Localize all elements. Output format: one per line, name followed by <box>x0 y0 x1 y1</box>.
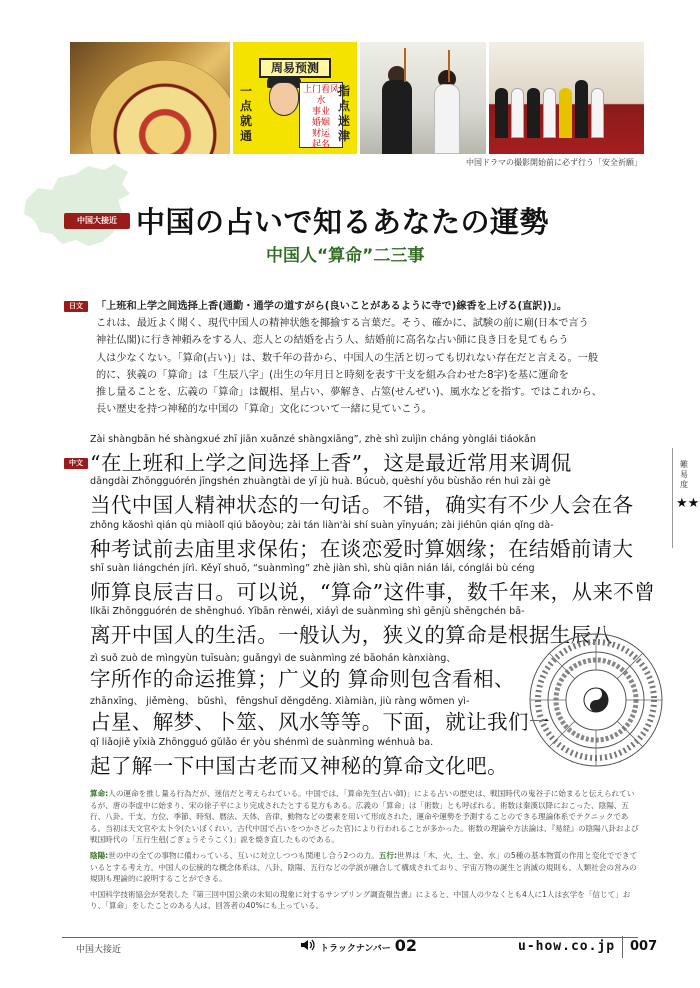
note-sanming: 算命:人の運命を推し量る行為だが、迷信だと考えられている。中国では、「算命先生(占い師)」による占いの歴史は、戦国時代の鬼谷子に始まると伝えられているが、唐の李虚中に始まり、宋の徐子平により完成されたとする見方もある。広義の「算命」は「術数」とも呼ばれる。術数は秦漢以降におこった、陰陽、五行、八卦、干支、方位、季節、時刻、暦法、天体、音律、動物などの要素を用いて形成された、運命や運勢を予測することのできる理論体系でテクニックである。当初は天文官や太卜令(たいぼくれい。古代中国で占いをつかさどった官)により行われることが多かった。術数の理論や方法論は、『易経』の陰陽八卦および戦国時代の「五行生剋(ごぎょうそうこく)」説を焼き直したものである。 <box>90 789 639 845</box>
chinese-line: “在上班和上学之间选择上香”，这是最近常用来调侃 <box>90 451 572 475</box>
pinyin-line: zhānxīng、 jiěmèng、 bǔshì、 fēngshuǐ děngděng. Xiàmiàn, jiù ràng wǒmen yì- <box>90 696 470 707</box>
page-number: 007 <box>630 939 658 954</box>
photo-fortune-banner <box>233 42 357 154</box>
chinese-line: 种考试前去庙里求保佑；在谈恋爱时算姻缘；在结婚前请大 <box>90 537 634 561</box>
footer-separator <box>622 936 623 958</box>
label-chinese: 中文 <box>64 458 88 469</box>
japanese-paragraph <box>96 298 642 418</box>
banner-service-box: 上门看风水 事业 婚姻 财运 起名 <box>299 82 343 148</box>
chinese-line: 字所作的命运推算；广义的 算命则包含看相、 <box>90 667 515 691</box>
chinese-line: 占星、解梦、卜筮、风水等等。下面，就让我们一 <box>90 710 550 734</box>
pinyin-line: Zài shàngbān hé shàngxué zhī jiān xuǎnzé shàngxiāng”, zhè shì zuìjìn cháng yònglái tiáokǎn <box>90 434 536 445</box>
pinyin-line: shī suàn liángchén jírì. Kěyǐ shuō, “suànmìng” zhè jiàn shì, shù qiān nián lái, cónglái bù céng <box>90 563 535 574</box>
footer-series-name: 中国大接近 <box>76 945 122 955</box>
jp-line: 人は少なくない。「算命(占い)」は、数千年の昔から、中国人の生活と切っても切れない存在だと言える。一般 <box>96 352 599 364</box>
chinese-line: 离开中国人的生活。一般认为，狭义的算命是根据生辰八 <box>90 623 613 647</box>
difficulty-stars: ★★ <box>676 496 700 511</box>
page-title: 中国の占いで知るあなたの運勢 <box>136 205 550 239</box>
china-map-icon <box>18 160 138 260</box>
jp-line: 「上班和上学之间选择上香(通勤・通学の道すがら(良いことがあるように寺で)線香を上げる(直訳))」。 <box>96 301 568 312</box>
chinese-line: 师算良辰吉日。可以说，“算命”这件事，数千年来，从来不曾 <box>90 580 656 604</box>
track-label: トラックナンバー <box>320 944 391 954</box>
photo-strip <box>70 42 644 154</box>
notes-section <box>90 788 640 916</box>
pinyin-line: zì suǒ zuò de mìngyùn tuīsuàn; guǎngyì de suànmìng zé bāohán kànxiàng、 <box>90 653 456 664</box>
banner-right-column: 指 点 迷 津 <box>337 84 350 143</box>
note-survey: 中国科学技術協会が発表した『第三回中国公衆の未知の現象に対するサンプリング調査報告書』によると、中国人の少なくとも4人に1人は玄学を「信じて」おり、「算命」をしたことのある人は、回答者の40%にも上っている。 <box>90 889 631 911</box>
section-tag: 中国大接近 <box>64 213 130 229</box>
difficulty-indicator <box>672 448 700 548</box>
pinyin-line: dāngdài Zhōngguórén jīngshén zhuàngtài de yī jù huà. Búcuò, quèshí yǒu bùshǎo rén huì zài gè <box>90 476 551 487</box>
track-number-value: 02 <box>394 936 418 955</box>
fortune-teller-portrait <box>269 82 299 116</box>
footer-url[interactable]: u-how.co.jp <box>518 939 616 954</box>
jp-line: 的に、狭義の「算命」は「生辰八字」(出生の年月日と時刻を表す干支を組み合わせた8字)を基に運命を <box>96 369 569 381</box>
photo-caption: 中国ドラマの撮影開始前に必ず行う「安全祈願」 <box>466 158 642 167</box>
pinyin-line: líkāi Zhōngguórén de shēnghuó. Yībān rènwéi, xiáyì de suànmìng shì gēnjù shēngchén bā- <box>90 606 525 617</box>
photo-fortune-disc <box>70 42 230 154</box>
pinyin-line: zhǒng kǎoshì qián qù miàolǐ qiú bǎoyòu; zài tán liàn'ài shí suàn yīnyuán; zài jiéhūn qián qǐng dà- <box>90 520 554 531</box>
page-subtitle: 中国人“算命”二三事 <box>266 246 425 266</box>
jp-line: 推し量ることを、広義の「算命」は観相、星占い、夢解き、占筮(せんぜい)、風水などを指す。ではこれから、 <box>96 387 602 399</box>
speaker-icon <box>300 939 316 951</box>
jp-line: 長い歴史を持つ神秘的な中国の「算命」文化について一緒に見ていこう。 <box>96 404 432 416</box>
label-japanese: 日文 <box>64 301 88 312</box>
difficulty-label: 難易度 <box>680 460 688 489</box>
note-yinyang-wuxing: 陰陽:世の中の全ての事物に備わっている、互いに対立しつつも関連し合う2つの力。五行:世界は「木、火、土、金、水」の5種の基本物質の作用と変化でできているとする考え方。中国人の伝統的な概念体系は、八卦、陰陽、五行などの学説が融合して構成されており、宇宙万物の誕生と消滅の規則も、人類社会の営みの規則も理論的に説明することができる。 <box>90 850 638 884</box>
track-number <box>300 936 417 955</box>
jp-line: これは、最近よく聞く、現代中国人の精神状態を揶揄する言葉だ。そう、確かに、試験の前に廟(日本で言う <box>96 318 589 330</box>
pinyin-line: qǐ liǎojiě yīxià Zhōngguó gǔlǎo ér yòu shénmì de suànmìng wénhuà ba. <box>90 737 434 748</box>
photo-incense-prayer <box>360 42 486 154</box>
chinese-line: 当代中国人精神状态的一句话。不错，确实有不少人会在各 <box>90 493 634 517</box>
banner-title: 周易预测 <box>259 58 331 78</box>
banner-left-column: 一 点 就 通 <box>239 84 252 143</box>
photo-ceremony-group <box>489 42 644 154</box>
luopan-compass-icon <box>526 622 666 772</box>
jp-line: 神社仏閣)に行き神頼みをする人、恋人との結婚を占う人、結婚前に高名な占い師に良き日を見てもらう <box>96 335 569 347</box>
chinese-line: 起了解一下中国古老而又神秘的算命文化吧。 <box>90 754 508 778</box>
